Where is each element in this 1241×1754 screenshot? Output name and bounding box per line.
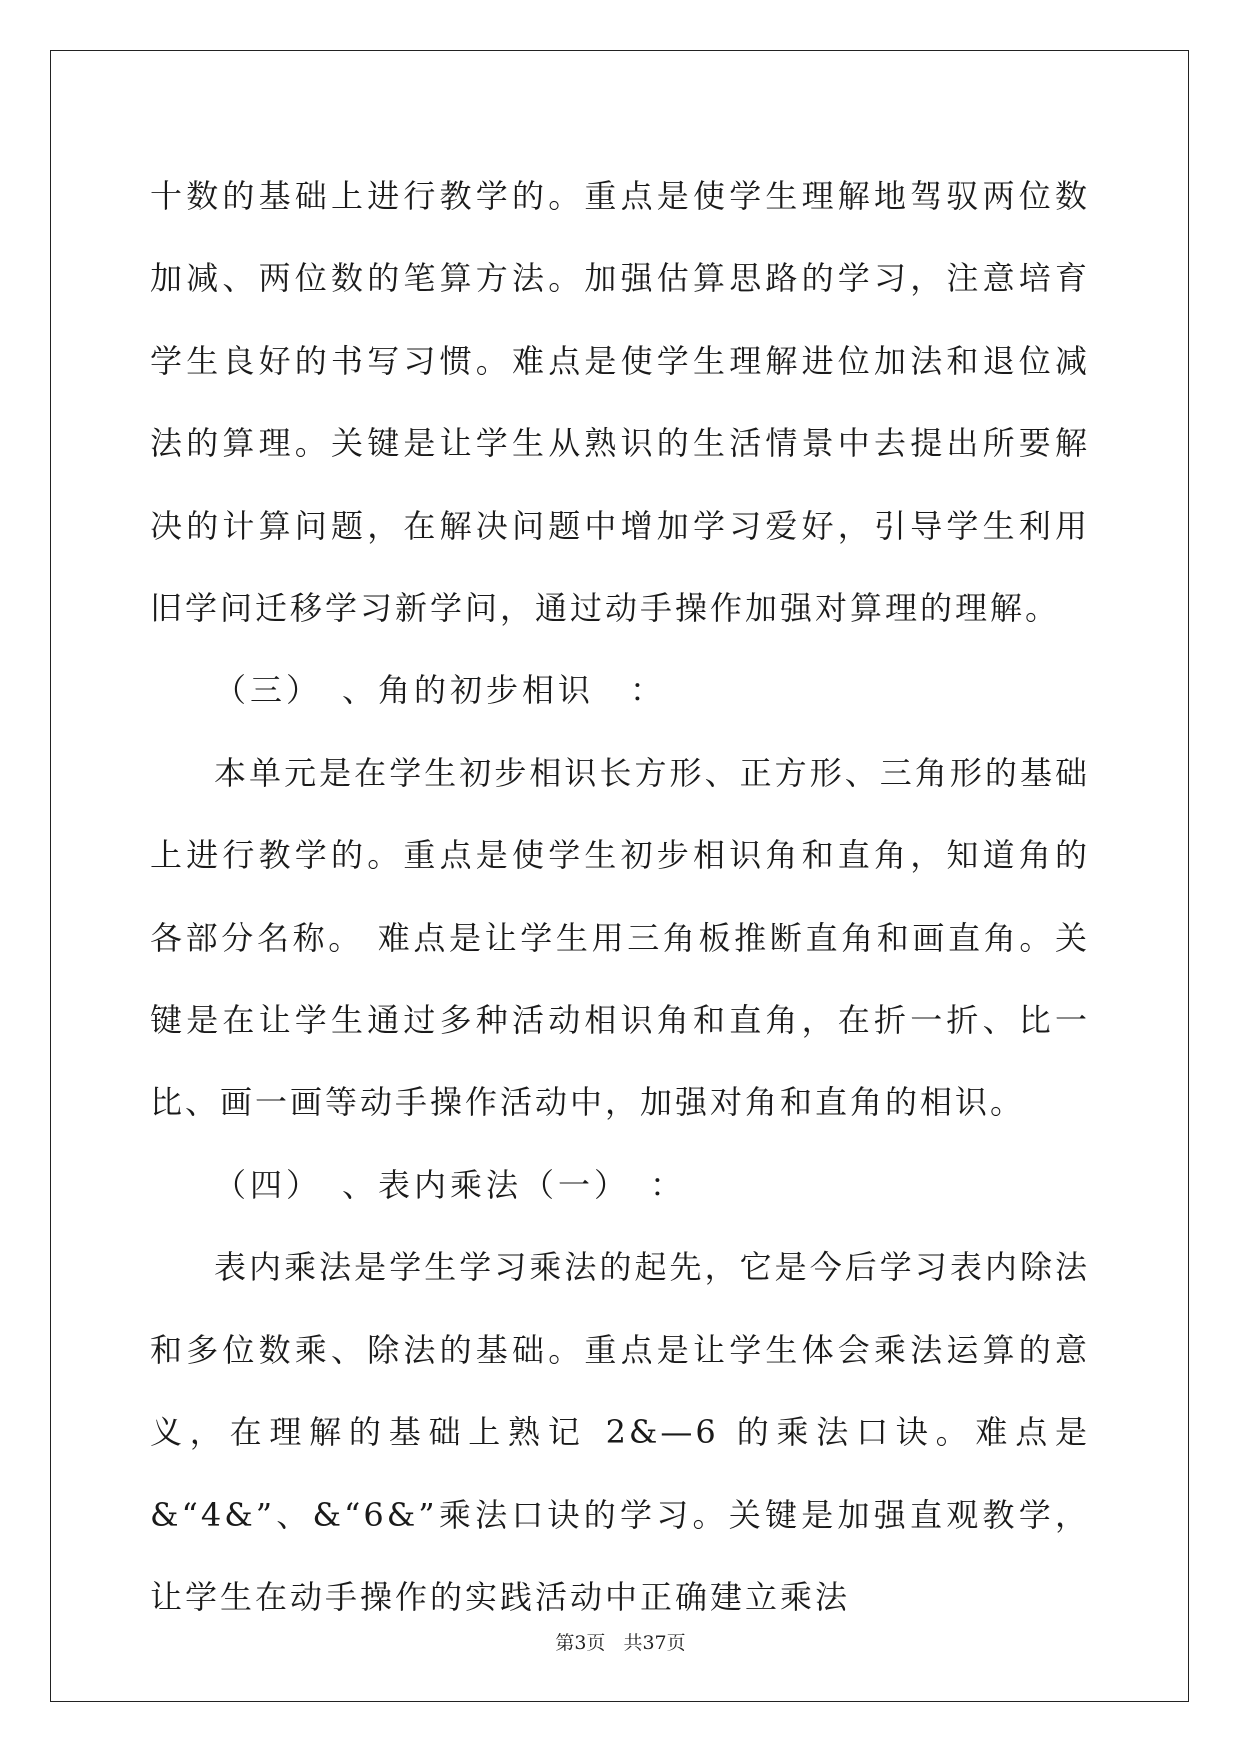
total-pages: 共37页	[623, 1632, 686, 1654]
page-number: 第3页	[555, 1632, 606, 1654]
section-heading-angles: （三） 、角的初步相识 ：	[214, 671, 667, 710]
page-footer	[0, 1628, 1241, 1655]
section-heading-multiplication: （四） 、表内乘法（一） ：	[214, 1165, 687, 1204]
paragraph-multiplication: 表内乘法是学生学习乘法的起先，它是今后学习表内除法和多位数乘、除法的基础。重点是让学生体会乘法运算的意义，在理解的基础上熟记 2&—6 的乘法口诀。难点是&“4&”、&“6&”乘法口诀的学习。关键是加强直观教学，让学生在动手操作的实践活动中正确建立乘法	[150, 1248, 1090, 1616]
paragraph-continuation: 十数的基础上进行教学的。重点是使学生理解地驾驭两位数加减、两位数的笔算方法。加强估算思路的学习，注意培育学生良好的书写习惯。难点是使学生理解进位加法和退位减法的算理。关键是让学生从熟识的生活情景中去提出所要解决的计算问题，在解决问题中增加学习爱好，引导学生利用旧学问迁移学习新学问，通过动手操作加强对算理的理解。	[150, 177, 1090, 628]
document-body	[150, 155, 1090, 1638]
paragraph-angles: 本单元是在学生初步相识长方形、正方形、三角形的基础上进行教学的。重点是使学生初步相识角和直角，知道角的各部分名称。 难点是让学生用三角板推断直角和画直角。关键是在让学生通过多种活动相识角和直角，在折一折、比一比、画一画等动手操作活动中，加强对角和直角的相识。	[150, 753, 1090, 1122]
